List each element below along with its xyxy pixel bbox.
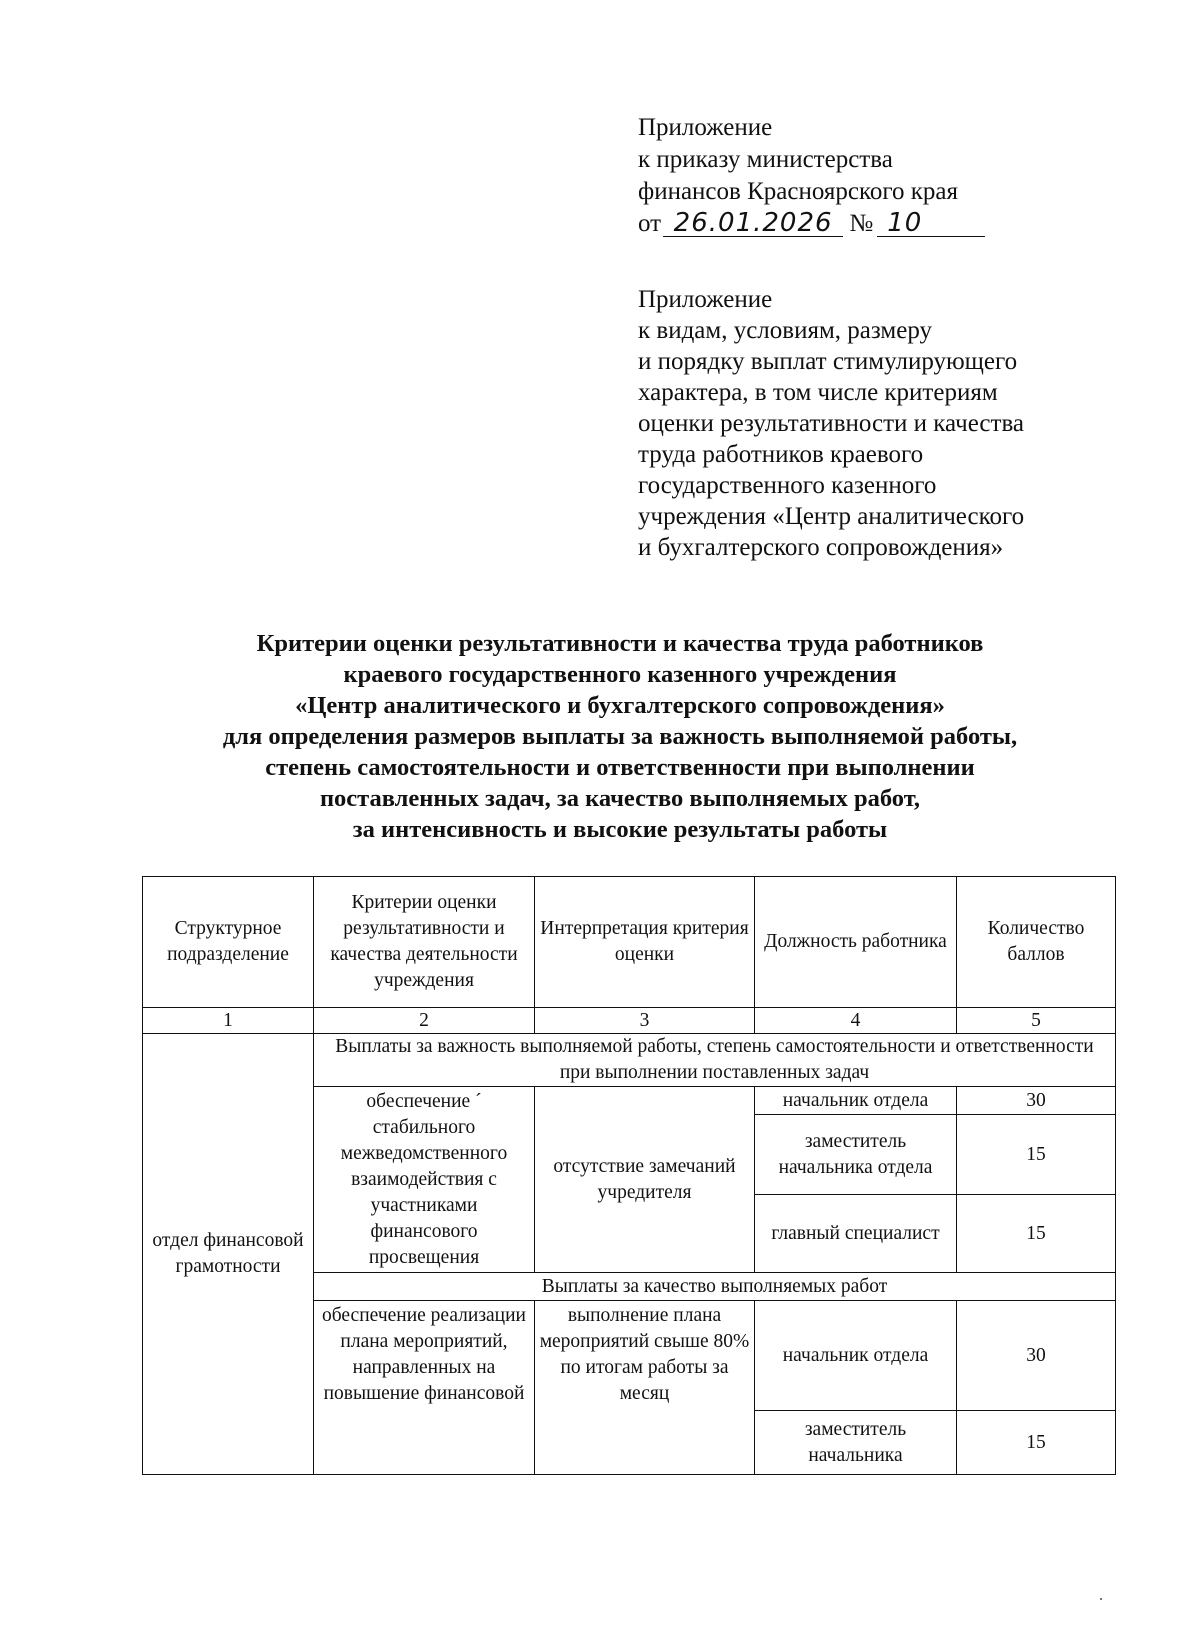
points-cell: 15 [957,1195,1116,1273]
section-title: Выплаты за важность выполняемой работы, степень самостоятельности и ответственности при выполнении поставленных задач [314,1034,1116,1087]
appendix-types-line: и порядку выплат стимулирующего [638,348,1018,375]
appendix-types-line: Приложение [638,286,773,313]
title-line: для определения размеров выплаты за важность выполняемой работы, [222,723,1018,750]
points-cell: 30 [957,1087,1116,1115]
header-cell-points: Количество баллов [957,877,1116,1008]
points-cell: 30 [957,1301,1116,1411]
appendix-types-line: оценки результативности и качества [638,410,1025,437]
header-cell-position: Должность работника [755,877,957,1008]
section-title: Выплаты за качество выполняемых работ [314,1273,1116,1301]
order-date-number-line [638,208,1058,240]
position-cell: начальник отдела [755,1301,957,1411]
title-line: Критерии оценки результативности и качества труда работников [256,630,984,657]
header-cell-department: Структурное подразделение [143,877,314,1008]
criterion-cell: обеспечение реализации плана мероприятий, направленных на повышение финансовой [314,1301,535,1475]
interpretation-cell: отсутствие замечаний учредителя [535,1087,755,1273]
column-number-row [143,1008,1116,1034]
appendix-types-line: к видам, условиям, размеру [638,317,932,344]
interpretation-cell: выполнение плана мероприятий свыше 80% по итогам работы за месяц [535,1301,755,1475]
appendix-types-line: и бухгалтерского сопровождения» [638,534,1004,561]
appendix-types-line: характера, в том числе критериям [638,379,998,406]
table-header-row [143,877,1116,1008]
header-cell-interpretation: Интерпретация критерия оценки [535,877,755,1008]
position-cell: начальник отдела [755,1087,957,1115]
position-cell: главный специалист [755,1195,957,1273]
title-line: поставленных задач, за качество выполняемых работ, [319,785,921,812]
appendix-order-line-2: к приказу министерства [638,146,893,173]
appendix-order-line-1: Приложение [638,114,773,141]
date-prefix: от [638,210,662,237]
appendix-types-line: государственного казенного [638,472,937,499]
appendix-order-block [638,112,1058,240]
column-number: 1 [143,1008,314,1034]
points-cell: 15 [957,1411,1116,1475]
column-number: 2 [314,1008,535,1034]
position-cell: заместитель начальника отдела [755,1115,957,1195]
appendix-types-line: учреждения «Центр аналитического [638,503,1025,530]
title-line: за интенсивность и высокие результаты работы [352,816,888,843]
section-row [143,1034,1116,1087]
appendix-order-line-3: финансов Красноярского края [638,178,958,205]
number-sign: № [849,210,874,237]
position-cell: заместитель начальника [755,1411,957,1475]
title-line: «Центр аналитического и бухгалтерского сопровождения» [295,692,945,719]
handwritten-number: 10 [877,210,985,237]
department-cell: отдел финансовой грамотности [143,1034,314,1475]
title-line: краевого государственного казенного учреждения [343,661,897,688]
document-title [130,628,1110,845]
handwritten-date: 26.01.2026 [663,210,843,237]
criterion-cell: обеспечение ´ стабильного межведомственного взаимодействия с участниками финансового просвещения [314,1087,535,1273]
header-cell-criteria: Критерии оценки результативности и качества деятельности учреждения [314,877,535,1008]
criteria-table [142,876,1116,1475]
points-cell: 15 [957,1115,1116,1195]
appendix-types-block [638,284,1098,563]
column-number: 4 [755,1008,957,1034]
column-number: 3 [535,1008,755,1034]
scan-speck [1100,1598,1102,1600]
appendix-types-line: труда работников краевого [638,441,924,468]
column-number: 5 [957,1008,1116,1034]
title-line: степень самостоятельности и ответственности при выполнении [265,754,975,781]
